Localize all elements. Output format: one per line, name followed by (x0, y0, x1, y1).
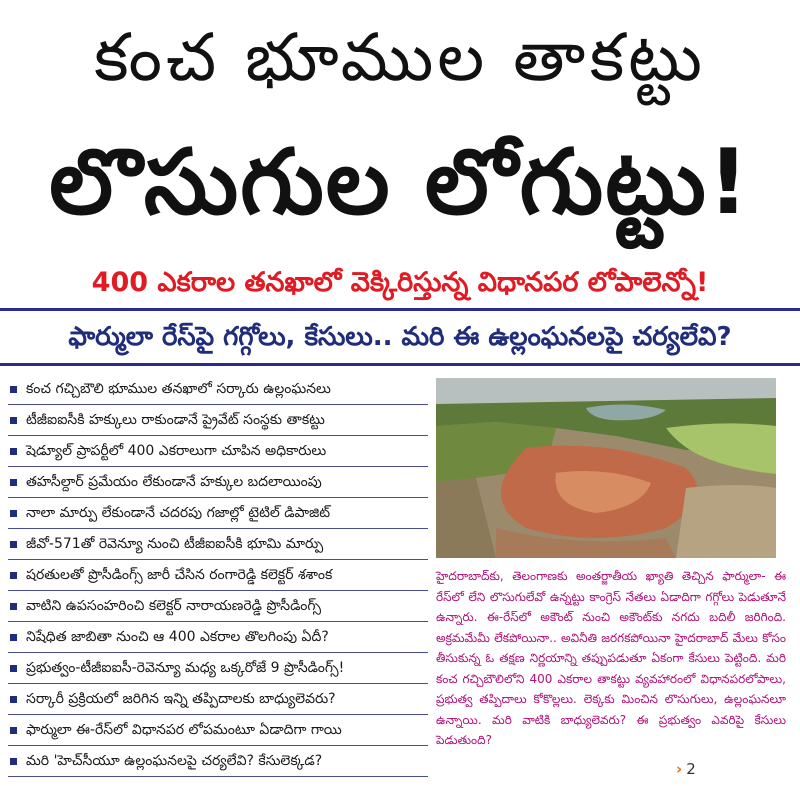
list-item (8, 467, 428, 498)
point-text: షెడ్యూల్ ప్రాపర్టీలో 400 ఎకరాలుగా చూపిన అధికారులు (26, 443, 327, 459)
square-bullet-icon (10, 727, 17, 734)
square-bullet-icon (10, 479, 17, 486)
key-points-list (8, 374, 428, 777)
headline-line-1: కంచ భూముల తాకట్టు (94, 19, 706, 96)
headline-line-2: లొసుగుల లోగుట్టు! (49, 130, 751, 235)
list-item (8, 746, 428, 777)
list-item (8, 684, 428, 715)
subheadline-blue-banner: ఫార్ములా రేస్‌పై గగ్గోలు, కేసులు.. మరి ఈ ఉల్లంఘనలపై చర్యలేవి? (0, 308, 800, 366)
list-item (8, 622, 428, 653)
chevron-right-icon: › (676, 760, 683, 778)
page-number-value: 2 (686, 760, 696, 778)
square-bullet-icon (10, 417, 17, 424)
point-text: వాటిని ఉపసంహరించి కలెక్టర్ నారాయణరెడ్డి ప్రొసీడింగ్స్ (26, 598, 322, 614)
point-text: టీజీఐఐసీకి హక్కులు రాకుండానే ప్రైవేట్ సంస్థకు తాకట్టు (26, 412, 325, 428)
point-text: నాలా మార్పు లేకుండానే చదరపు గజాల్లో టైటిల్ డిపాజిట్ (26, 505, 331, 521)
point-text: జీవో-571తో రెవెన్యూ నుంచి టీజీఐఐసీకి భూమి మార్పు (26, 536, 324, 552)
square-bullet-icon (10, 386, 17, 393)
list-item (8, 529, 428, 560)
point-text: షరతులతో ప్రొసీడింగ్స్ జారీ చేసిన రంగారెడ్డి కలెక్టర్ శశాంక (26, 567, 333, 583)
square-bullet-icon (10, 696, 17, 703)
list-item (8, 715, 428, 746)
point-text: నిషేధిత జాబితా నుంచి ఆ 400 ఎకరాల తొలగింపు ఏదీ? (26, 629, 329, 645)
list-item (8, 560, 428, 591)
list-item (8, 405, 428, 436)
point-text: మరి 'హెచ్‌సీయూ ఉల్లంఘనలపై చర్యలేవి? కేసులెక్కడ? (26, 753, 323, 769)
page-number (676, 760, 696, 778)
square-bullet-icon (10, 665, 17, 672)
point-text: కంచ గచ్చిబౌలి భూముల తనఖాలో సర్కారు ఉల్లంఘనలు (26, 381, 331, 397)
square-bullet-icon (10, 448, 17, 455)
photo-caption: హైదరాబాద్‌కు, తెలంగాణకు అంతర్జాతీయ ఖ్యాతి తెచ్చిన ఫార్ములా- ఈ రేస్‌లో లేని లొసుగులేవో ఉన్నట్టు కాంగ్రెస్ నేతలు ఏడాదిగా గగ్గోలు పెడుతూనే ఉన్నారు. ఈ-రేస్‌లో అకౌంట్ నుంచి అకౌంట్‌కు నగదు బదిలీ జరిగింది. అక్రమమేమీ లేకపోయినా.. అవినీతి జరగకపోయినా హైదరాబాద్ మేలు కోసం తీసుకున్న ఓ తక్షణ నిర్ణయాన్ని తప్పుపడుతూ ఏకంగా కేసులు పెట్టింది. మరి కంచ గచ్చిబౌలిలోని 400 ఎకరాల తాకట్టు వ్యవహారంలో విధానపరలోపాలు, ప్రభుత్వ తప్పిదాలు కోకొల్లలు. లెక్కకు మించిన లొసుగులు, ఉల్లంఘనలూ ఉన్నాయి. మరి వాటికి బాధ్యులెవరు? ఈ ప్రభుత్వం ఎవరిపై కేసులు పెడుతుంది? (436, 569, 786, 747)
square-bullet-icon (10, 572, 17, 579)
point-text: ఫార్ములా ఈ-రేస్‌లో విధానపర లోపమంటూ ఏడాదిగా గాయి (26, 722, 342, 738)
list-item (8, 498, 428, 529)
point-text: ప్రభుత్వం-టీజీఐఐసీ-రెవెన్యూ మధ్య ఒక్కరోజే 9 ప్రొసీడింగ్స్! (26, 660, 345, 676)
square-bullet-icon (10, 510, 17, 517)
square-bullet-icon (10, 541, 17, 548)
aerial-land-illustration (436, 378, 776, 558)
list-item (8, 436, 428, 467)
square-bullet-icon (10, 634, 17, 641)
point-text: తహసీల్దార్ ప్రమేయం లేకుండానే హక్కుల బదలాయింపు (26, 474, 322, 490)
square-bullet-icon (10, 603, 17, 610)
list-item (8, 374, 428, 405)
square-bullet-icon (10, 758, 17, 765)
list-item (8, 591, 428, 622)
point-text: సర్కారీ ప్రక్రియలో జరిగిన ఇన్ని తప్పిదాలకు బాధ్యులెవరు? (26, 691, 336, 707)
subheadline-red: 400 ఎకరాల తనఖాలో వెక్కిరిస్తున్న విధానపర లోపాలెన్నో! (91, 267, 709, 298)
aerial-land-photo (436, 378, 776, 558)
list-item (8, 653, 428, 684)
